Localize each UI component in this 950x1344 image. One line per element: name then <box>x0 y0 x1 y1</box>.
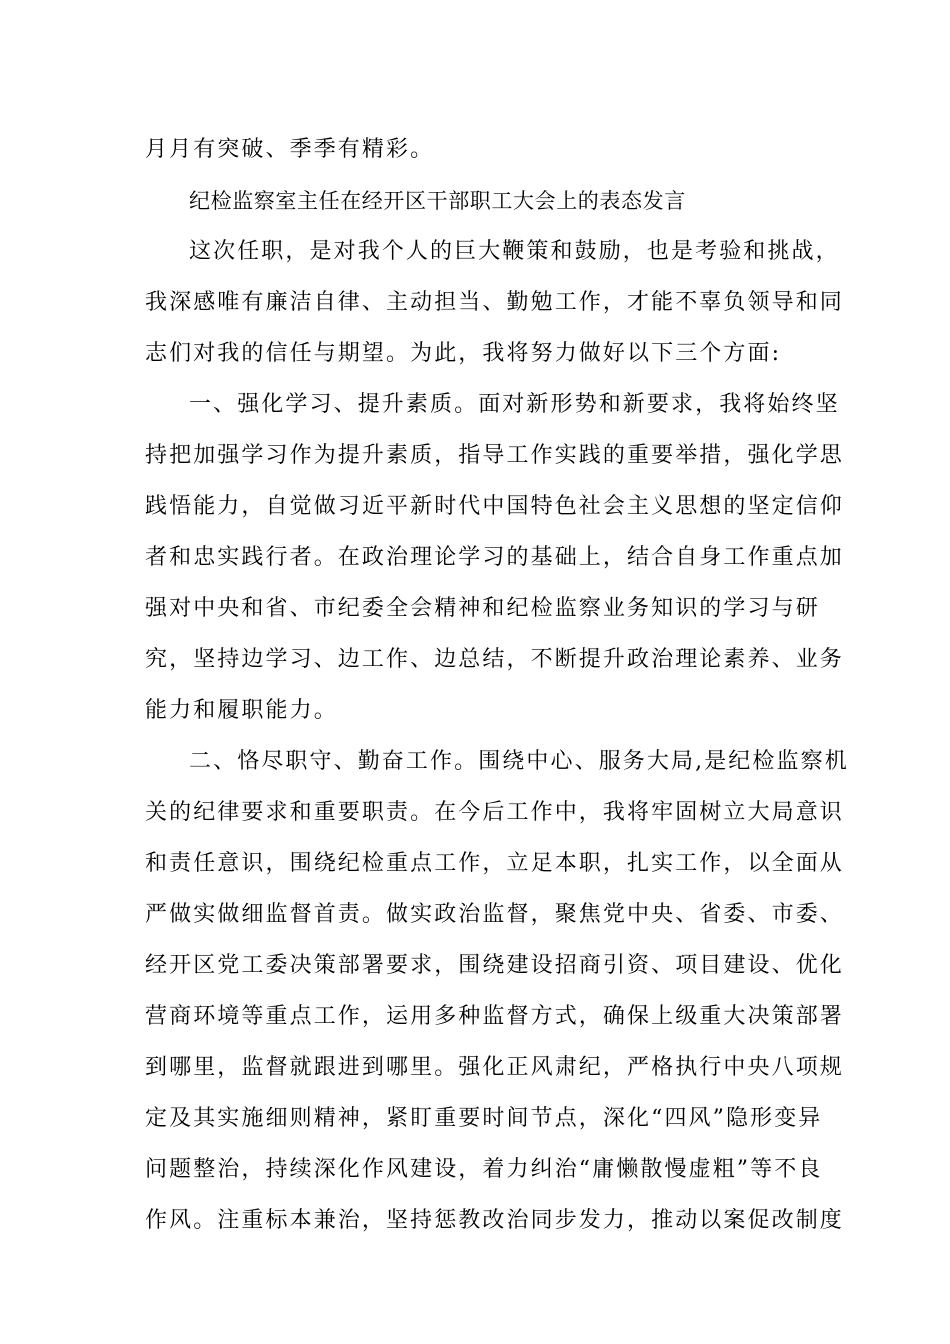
document-title: 纪检监察室主任在经开区干部职工大会上的表态发言 <box>189 189 686 213</box>
text-line: 到哪里，监督就跟进到哪里。强化正风肃纪，严格执行中央八项规 <box>145 1055 844 1080</box>
text-line: 营商环境等重点工作，运用多种监督方式，确保上级重大决策部署 <box>145 1004 844 1029</box>
text-line: 志们对我的信任与期望。为此，我将努力做好以下三个方面: <box>145 341 782 366</box>
text-line: 持把加强学习作为提升素质，指导工作实践的重要举措，强化学思 <box>145 443 844 468</box>
text-line: 关的纪律要求和重要职责。在今后工作中，我将牢固树立大局意识 <box>145 800 844 825</box>
text-line: 严做实做细监督首责。做实政治监督，聚焦党中央、省委、市委、 <box>145 902 844 927</box>
text-line: 定及其实施细则精神，紧盯重要时间节点，深化“四风”隐形变异 <box>145 1106 823 1131</box>
text-line: 践悟能力，自觉做习近平新时代中国特色社会主义思想的坚定信仰 <box>145 494 844 519</box>
text-line: 月月有突破、季季有精彩。 <box>145 137 435 162</box>
text-line: 经开区党工委决策部署要求，围绕建设招商引资、项目建设、优化 <box>145 953 844 978</box>
text-line: 问题整治，持续深化作风建设，着力纠治“庸懒散慢虚粗”等不良 <box>145 1157 823 1182</box>
text-line: 能力和履职能力。 <box>145 698 338 723</box>
text-line: 作风。注重标本兼治，坚持惩教改治同步发力，推动以案促改制度 <box>145 1208 844 1233</box>
text-line: 这次任职，是对我个人的巨大鞭策和鼓励，也是考验和挑战， <box>189 239 840 264</box>
section-heading-line: 二、恪尽职守、勤奋工作。围绕中心、服务大局,是纪检监察机 <box>189 749 849 774</box>
text-line: 究，坚持边学习、边工作、边总结，不断提升政治理论素养、业务 <box>145 647 844 672</box>
text-line: 强对中央和省、市纪委全会精神和纪检监察业务知识的学习与研 <box>145 596 820 621</box>
text-line: 我深感唯有廉洁自律、主动担当、勤勉工作，才能不辜负领导和同 <box>145 290 844 315</box>
section-heading-line: 一、强化学习、提升素质。面对新形势和新要求，我将始终坚 <box>189 392 840 417</box>
text-line: 者和忠实践行者。在政治理论学习的基础上，结合自身工作重点加 <box>145 545 844 570</box>
text-line: 和责任意识，围绕纪检重点工作，立足本职，扎实工作，以全面从 <box>145 851 844 876</box>
